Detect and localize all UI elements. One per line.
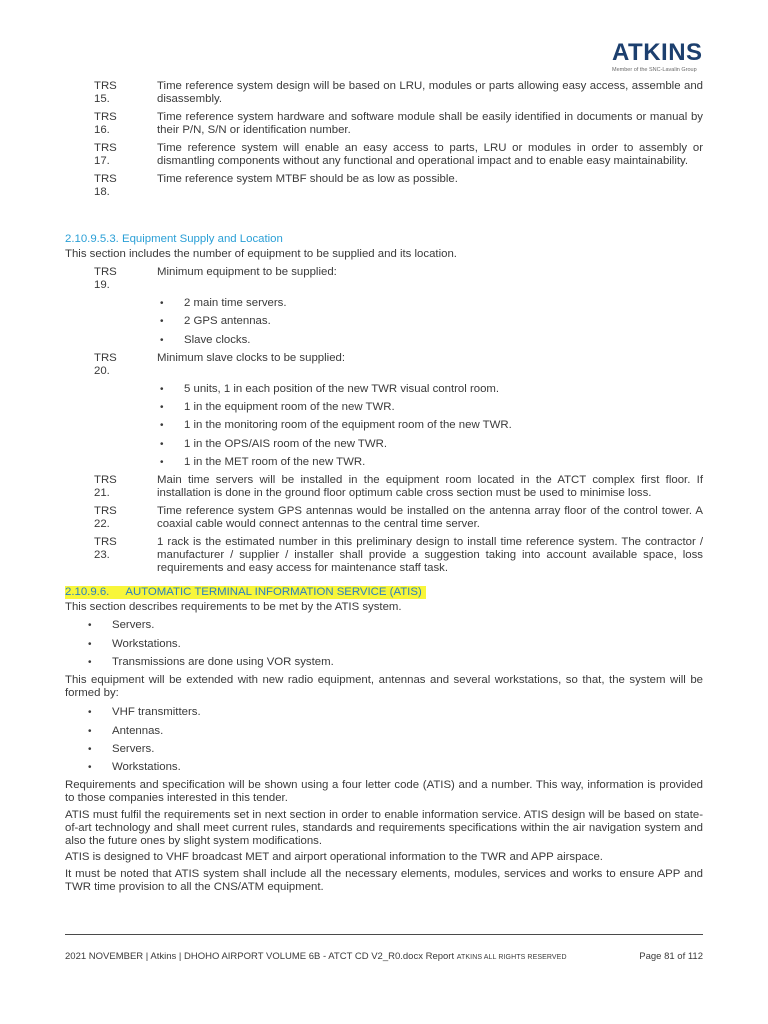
paragraph: ATIS must fulfil the requirements set in next section in order to enable information service. ATIS design will be based on state-of-art technology and shall meet current rules, standards and requirements specifications within the air navigation system and also the future ones by slight system modifications. (65, 808, 703, 847)
list-item: • 5 units, 1 in each position of the new TWR visual control room. (157, 383, 703, 396)
atkins-logo (612, 40, 704, 74)
trs-text: Time reference system design will be based on LRU, modules or parts allowing easy access, assemble and disassembly. (157, 80, 703, 105)
list-item: • 1 in the OPS/AIS room of the new TWR. (157, 438, 703, 451)
paragraph: ATIS is designed to VHF broadcast MET and airport operational information to the TWR and APP airspace. (65, 851, 603, 864)
logo-subtext: Member of the SNC-Lavalin Group (612, 67, 697, 73)
trs-text: Minimum equipment to be supplied: (157, 266, 337, 278)
trs-code: TRS 15. (94, 80, 117, 105)
heading-title: AUTOMATIC TERMINAL INFORMATION SERVICE (ATIS) (125, 586, 422, 599)
trs-text: 1 rack is the estimated number in this preliminary design to install time reference system. The contractor / manufacturer / supplier / installer shall provide a suggestion taking into account available space, loss requirements and easy access for maintenance staff task. (157, 536, 703, 575)
document-body (65, 80, 703, 897)
trs-text: Time reference system hardware and software module shall be easily identified in documents or manual by their P/N, S/N or identification number. (157, 111, 703, 136)
list-item: • Servers. (85, 619, 703, 632)
footer-doc-info: 2021 NOVEMBER | Atkins | DHOHO AIRPORT VOLUME 6B - ATCT CD V2_R0.docx Report (65, 951, 455, 962)
trs-item (65, 536, 703, 575)
trs-code: TRS 23. (94, 536, 117, 562)
list-item: • 2 GPS antennas. (157, 315, 703, 328)
trs-text: Time reference system will enable an easy access to parts, LRU or modules in order to assembly or dismantling components without any functional and operational impact and to enable easy maintainability. (157, 142, 703, 167)
section-heading-atis (65, 586, 426, 599)
trs-item (65, 352, 703, 378)
trs-code: TRS 21. (94, 474, 117, 500)
paragraph: This equipment will be extended with new radio equipment, antennas and several workstations, so that, the system will be formed by: (65, 674, 703, 700)
logo-text: ATKINS (612, 39, 703, 66)
trs-text: Time reference system MTBF should be as low as possible. (157, 173, 458, 185)
bullet-list (157, 297, 703, 347)
trs-code: TRS 18. (94, 173, 117, 198)
section-intro: This section includes the number of equipment to be supplied and its location. (65, 248, 457, 260)
trs-item (65, 80, 703, 106)
trs-item (65, 474, 703, 500)
trs-text: Main time servers will be installed in the equipment room located in the ATCT complex first floor. If installation is done in the ground floor optimum cable cross section must be used to minimise loss. (157, 474, 703, 500)
page-footer (65, 951, 703, 962)
footer-left (65, 951, 567, 962)
bullet-list (85, 706, 703, 774)
list-item: • Workstations. (85, 761, 703, 774)
section-intro: This section describes requirements to be met by the ATIS system. (65, 601, 402, 614)
page-number: Page 81 of 112 (639, 951, 703, 962)
trs-item (65, 111, 703, 137)
list-item: • 1 in the equipment room of the new TWR. (157, 401, 703, 414)
trs-code: TRS 16. (94, 111, 117, 136)
footer-divider (65, 934, 703, 935)
trs-code: TRS 17. (94, 142, 117, 167)
trs-text: Time reference system GPS antennas would be installed on the antenna array floor of the control tower. A coaxial cable would connect antennas to the central time server. (157, 505, 703, 531)
list-item: • 1 in the MET room of the new TWR. (157, 456, 703, 469)
paragraph: Requirements and specification will be shown using a four letter code (ATIS) and a number. This way, information is provided to those companies interested in this tender. (65, 779, 703, 805)
list-item: • VHF transmitters. (85, 706, 703, 719)
trs-code: TRS 20. (94, 351, 117, 377)
trs-text: Minimum slave clocks to be supplied: (157, 351, 346, 364)
trs-list-a (65, 80, 703, 199)
list-item: • Servers. (85, 743, 703, 756)
bullet-list (85, 619, 703, 669)
bullet-list (157, 383, 703, 469)
list-item: • 2 main time servers. (157, 297, 703, 310)
list-item: • Workstations. (85, 638, 703, 651)
list-item: • Transmissions are done using VOR system. (85, 656, 703, 669)
trs-code: TRS 22. (94, 505, 117, 531)
list-item: • 1 in the monitoring room of the equipment room of the new TWR. (157, 419, 703, 432)
heading-number: 2.10.9.6. (65, 586, 110, 599)
trs-item (65, 505, 703, 531)
footer-rights: ATKINS ALL RIGHTS RESERVED (456, 954, 567, 961)
trs-item (65, 266, 703, 292)
trs-item (65, 173, 703, 199)
section-heading-equipment-supply: 2.10.9.5.3. Equipment Supply and Location (65, 233, 283, 245)
list-item: • Slave clocks. (157, 334, 703, 347)
list-item: • Antennas. (85, 725, 703, 738)
trs-item (65, 142, 703, 168)
paragraph: It must be noted that ATIS system shall include all the necessary elements, modules, services and works to ensure APP and TWR time provision to all the CNS/ATM equipment. (65, 867, 703, 893)
trs-code: TRS 19. (94, 266, 117, 291)
